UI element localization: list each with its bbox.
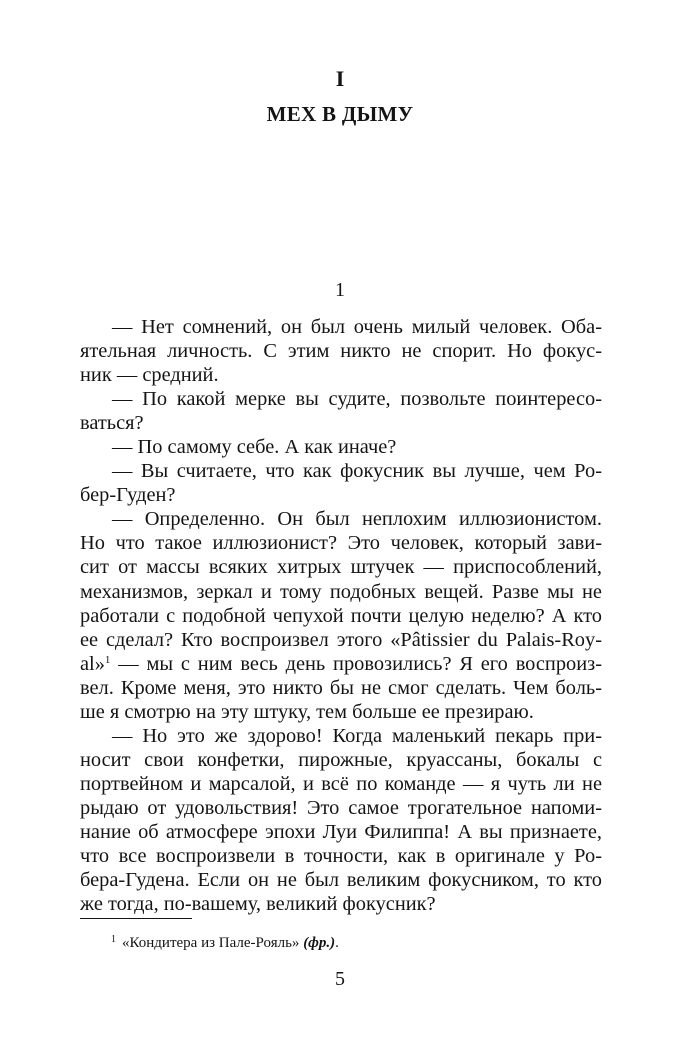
- text-line: портвейном и марсалой, и всё по команде — я чуть ли не: [80, 772, 602, 795]
- text-line: — Определенно. Он был неплохим иллюзионистом.: [112, 508, 602, 531]
- text-line: что все воспроизвели в точности, как в оригинале у Ро-: [80, 845, 602, 868]
- text-line: — По самому себе. А как иначе?: [112, 436, 397, 459]
- text-line: ваться?: [80, 412, 144, 435]
- text-line: же тогда, по-вашему, великий фокусник?: [80, 893, 436, 916]
- text-line: носит свои конфетки, пирожные, круассаны, бокалы с: [80, 748, 602, 771]
- footnote-divider: [80, 918, 192, 919]
- text-line: Но что такое иллюзионист? Это человек, который зави-: [80, 532, 602, 555]
- text-line: — Но это же здорово! Когда маленький пекарь при-: [112, 724, 602, 747]
- text-line: ше я смотрю на эту штуку, тем больше ее презираю.: [80, 700, 534, 723]
- footnote-language: (фр.): [303, 935, 336, 951]
- footnote: [111, 934, 339, 952]
- text-line: ятельная личность. С этим никто не спорит. Но фокус-: [80, 340, 602, 363]
- text-line: — Вы считаете, что как фокусник вы лучше, чем Ро-: [112, 460, 602, 483]
- chapter-number: 1: [335, 279, 345, 301]
- text-line: нание об атмосфере эпохи Луи Филиппа! А вы признаете,: [80, 820, 602, 843]
- footnote-mark: 1: [111, 934, 116, 945]
- footnote-reference[interactable]: 1: [104, 653, 111, 666]
- text-line: вел. Кроме меня, это никто бы не смог сделать. Чем боль-: [80, 676, 602, 699]
- part-number: I: [335, 66, 345, 91]
- text-line: al»$^1$ — мы с ним весь день провозились? Я его воспроиз-: [80, 652, 602, 675]
- text-line: механизмов, зеркал и тому подобных вещей. Разве мы не: [80, 580, 602, 603]
- text-line: бера-Гудена. Если он не был великим фокусником, то кто: [80, 869, 602, 892]
- text-line: — Нет сомнений, он был очень милый человек. Оба-: [112, 316, 602, 338]
- text-line: — По какой мерке вы судите, позвольте поинтересо-: [112, 388, 602, 411]
- text-line: ник — средний.: [80, 364, 219, 387]
- body-text: [80, 315, 602, 916]
- footnote-text: «Кондитера из Пале-Рояль»: [122, 935, 304, 951]
- page-number: 5: [335, 968, 345, 990]
- part-title: МЕХ В ДЫМУ: [266, 102, 414, 126]
- footnote-end: .: [335, 935, 339, 951]
- text-line: работали с подобной чепухой почти целую неделю? А кто: [80, 604, 602, 627]
- text-line: сит от массы всяких хитрых штучек — приспособлений,: [80, 556, 602, 579]
- text-line: ее сделал? Кто воспроизвел этого «Pâtissier du Palais-Roy-: [80, 628, 602, 651]
- text-line: рыдаю от удовольствия! Это самое трогательное напоми-: [80, 796, 602, 819]
- text-line: бер-Гуден?: [80, 484, 176, 507]
